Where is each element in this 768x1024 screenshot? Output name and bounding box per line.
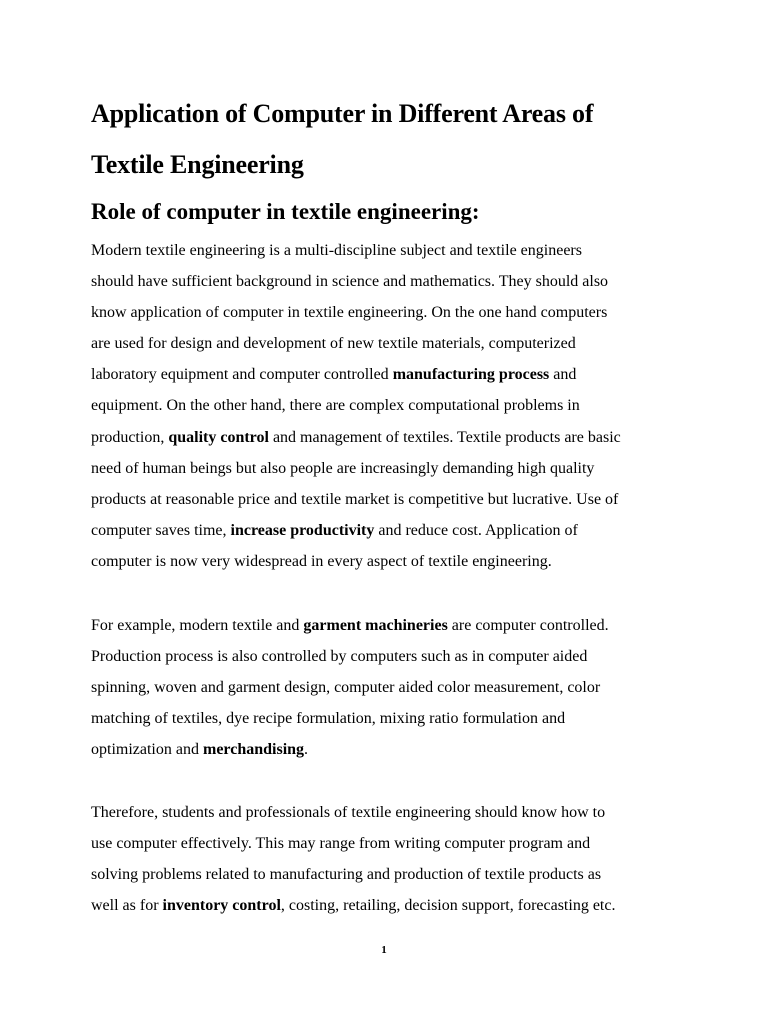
- paragraph-2-line: [91, 610, 691, 641]
- paragraph-2-line: [91, 734, 691, 765]
- page-number: 1: [381, 944, 387, 956]
- emphasis-garment-machineries: garment machineries: [303, 617, 448, 634]
- line-text: .: [304, 741, 309, 759]
- paragraph-2-line: spinning, woven and garment design, computer aided color measurement, color: [91, 679, 601, 697]
- line-text: and reduce cost. Application of: [374, 521, 578, 539]
- paragraph-1-line: know application of computer in textile engineering. On the one hand computers: [91, 304, 608, 322]
- title-line-2: Textile Engineering: [91, 150, 304, 179]
- section-heading: Role of computer in textile engineering:: [91, 199, 480, 224]
- paragraph-2: [91, 610, 691, 765]
- paragraph-3-line: Therefore, students and professionals of textile engineering should know how to: [91, 804, 606, 821]
- line-text: and: [549, 366, 577, 384]
- paragraph-1-line: computer is now very widespread in every aspect of textile engineering.: [91, 552, 552, 570]
- paragraph-1-line: are used for design and development of new textile materials, computerized: [91, 335, 576, 353]
- line-text: computer saves time,: [91, 521, 231, 539]
- emphasis-manufacturing-process: manufacturing process: [392, 366, 550, 384]
- title-line-1: Application of Computer in Different Areas of: [91, 99, 594, 128]
- line-text: optimization and: [91, 741, 203, 759]
- paragraph-1: [91, 235, 691, 577]
- paragraph-1-line: Modern textile engineering is a multi-discipline subject and textile engineers: [91, 242, 582, 259]
- paragraph-1-line: [91, 359, 691, 390]
- paragraph-1-line: [91, 422, 691, 453]
- paragraph-3-line: use computer effectively. This may range from writing computer program and: [91, 835, 591, 853]
- paragraph-1-line: equipment. On the other hand, there are complex computational problems in: [91, 397, 580, 415]
- paragraph-3-line: solving problems related to manufacturing and production of textile products as: [91, 866, 602, 884]
- line-text: well as for: [91, 897, 163, 915]
- paragraph-1-line: [91, 515, 691, 546]
- line-text: laboratory equipment and computer controlled: [91, 366, 393, 384]
- document-title: [91, 88, 711, 190]
- line-text: are computer controlled.: [447, 617, 609, 634]
- paragraph-3-line: [91, 890, 691, 921]
- paragraph-1-line: should have sufficient background in science and mathematics. They should also: [91, 273, 609, 291]
- line-text: production,: [91, 428, 169, 446]
- line-text: For example, modern textile and: [91, 617, 304, 634]
- emphasis-inventory-control: inventory control: [162, 897, 281, 915]
- emphasis-quality-control: quality control: [168, 428, 269, 446]
- paragraph-2-line: matching of textiles, dye recipe formulation, mixing ratio formulation and: [91, 710, 566, 728]
- emphasis-merchandising: merchandising: [202, 741, 305, 759]
- paragraph-1-line: products at reasonable price and textile market is competitive but lucrative. Use of: [91, 490, 619, 508]
- paragraph-3: [91, 797, 691, 921]
- line-text: , costing, retailing, decision support, forecasting etc.: [280, 897, 616, 915]
- emphasis-increase-productivity: increase productivity: [230, 521, 375, 539]
- paragraph-1-line: need of human beings but also people are increasingly demanding high quality: [91, 459, 595, 477]
- line-text: and management of textiles. Textile products are basic: [268, 428, 621, 446]
- paragraph-2-line: Production process is also controlled by computers such as in computer aided: [91, 648, 588, 666]
